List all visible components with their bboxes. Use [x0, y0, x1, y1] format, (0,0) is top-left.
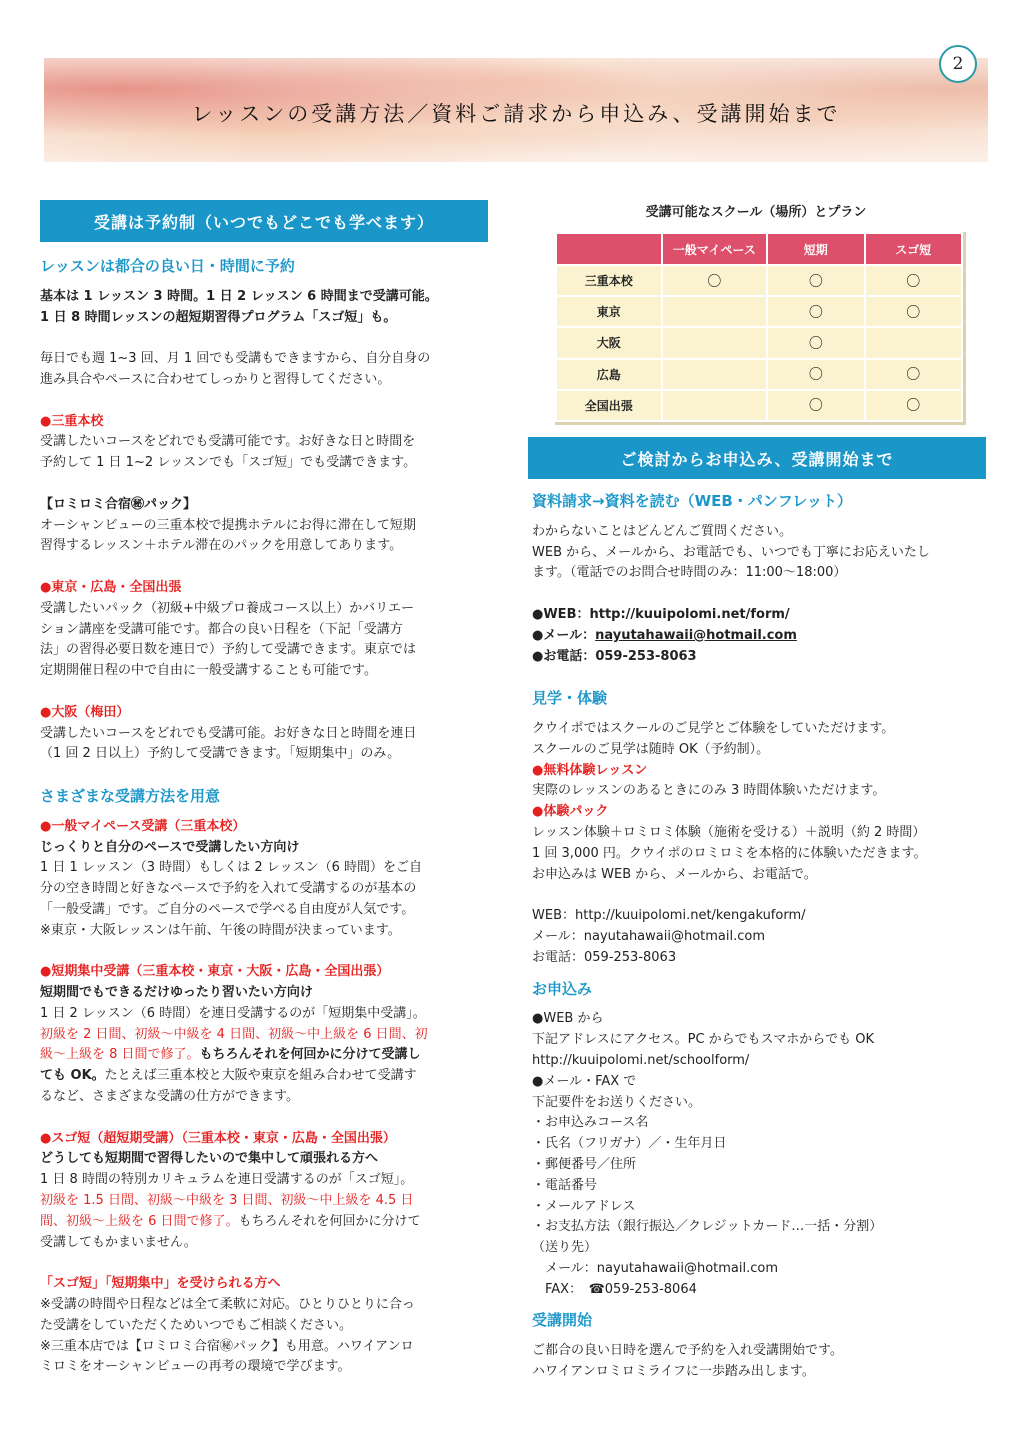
- table-row: [556, 359, 962, 390]
- table-row: [556, 390, 962, 421]
- plan-table-caption: 受講可能なスクール（場所）とプラン: [645, 205, 867, 220]
- mie-line-2: 予約して 1 日 1~2 レッスンでも「スゴ短」でも受講できます。: [40, 455, 417, 471]
- freq-line-2: 進み具合やペースに合わせてしっかりと習得してください。: [40, 371, 391, 387]
- methods-heading: さまざまな受講方法を用意: [40, 786, 221, 805]
- short-line-4: [40, 1066, 502, 1087]
- start-line-2: ハワイアンロミロミライフに一歩踏み出します。: [532, 1364, 815, 1380]
- apply-line-8: ・郵便番号／住所: [532, 1156, 637, 1172]
- visit-heading: 見学・体験: [532, 689, 608, 708]
- plan-row-label: 広島: [556, 359, 662, 390]
- basic-line-2: 1 日 8 時間レッスンの超短期習得プログラム「スゴ短」も。: [40, 309, 397, 325]
- short-line-5: るなど、さまざまな受講の仕方ができます。: [40, 1089, 299, 1105]
- docs-tel-line: ●お電話：059-253-8063: [532, 648, 697, 664]
- visit-mail: メール：nayutahawaii@hotmail.com: [532, 928, 766, 944]
- docs-line-2: WEB から、メールから、お電話でも、いつでも丁寧にお応えいたし: [532, 544, 930, 560]
- plan-row-label: 大阪: [556, 327, 662, 358]
- camp-line-1: オーシャンビューの三重本校で提携ホテルにお得に滞在して短期: [40, 517, 416, 533]
- reserve-heading: レッスンは都合の良い日・時間に予約: [40, 257, 295, 275]
- right-column: [532, 491, 988, 1383]
- plan-cell-short: 〇: [767, 390, 864, 421]
- tokyo-line-2: ション講座を受講可能です。都合の良い日程を（下記「受講方: [40, 621, 403, 637]
- visit-line-2: スクールのご見学は随時 OK（予約制）。: [532, 741, 770, 757]
- plan-cell-sugo: 〇: [865, 265, 962, 296]
- short-sub: 短期間でもできるだけゆったり習いたい方向け: [40, 985, 313, 1001]
- note-line-2: た受講をしていただくためいつでもご相談ください。: [40, 1317, 353, 1333]
- plan-row-label: 三重本校: [556, 265, 662, 296]
- docs-mail-label: ●メール：: [532, 627, 596, 643]
- general-line-3: 「一般受講」です。ご自分のペースで学べる自由度が人気です。: [40, 901, 415, 917]
- general-line-4: ※東京・大阪レッスンは午前、午後の時間が決まっています。: [40, 922, 401, 938]
- docs-web-link[interactable]: ●WEB：http://kuuipolomi.net/form/: [532, 606, 790, 622]
- plan-col-general: 一般マイペース: [662, 233, 768, 265]
- plan-table: [555, 232, 963, 422]
- tokyo-line-1: 受講したいパック（初級+中級プロ養成コース以上）かバリエー: [40, 600, 414, 616]
- sugo-line-2: 初級を 1.5 日間、初級～中級を 3 日間、初級～中上級を 4.5 日: [40, 1193, 414, 1209]
- mie-heading: ●三重本校: [40, 413, 104, 429]
- freq-line-1: 毎日でも週 1~3 回、月 1 回でも受講もできますから、自分自身の: [40, 351, 431, 367]
- osaka-line-1: 受講したいコースをどれでも受講可能。お好きな日と時間を連日: [40, 725, 417, 741]
- short-line-4a: ても OK。: [40, 1068, 105, 1084]
- plan-row-label: 全国出張: [556, 390, 662, 421]
- trial-pack-line-2: 1 回 3,000 円。クウイポのロミロミを本格的に体験いただきます。: [532, 845, 927, 861]
- plan-cell-general: [662, 327, 768, 358]
- apply-line-2: 下記アドレスにアクセス。PC からでもスマホからでも OK: [532, 1032, 875, 1048]
- osaka-line-2: （1 回 2 日以上）予約して受講できます。「短期集中」のみ。: [40, 746, 401, 762]
- docs-heading: 資料請求→資料を読む（WEB・パンフレット）: [532, 492, 853, 510]
- short-line-1: 1 日 2 レッスン（6 時間）を連日受講するのが「短期集中受講」。: [40, 1005, 426, 1021]
- osaka-heading: ●大阪（梅田）: [40, 704, 130, 720]
- camp-line-2: 習得するレッスン＋ホテル滞在のパックを用意してあります。: [40, 538, 403, 554]
- apply-line-7: ・氏名（フリガナ）／・生年月日: [532, 1136, 727, 1152]
- plan-cell-short: 〇: [767, 359, 864, 390]
- plan-cell-short: 〇: [767, 327, 864, 358]
- general-heading: ●一般マイペース受講（三重本校）: [40, 818, 246, 834]
- plan-corner-cell: [556, 233, 662, 265]
- page-title: レッスンの受講方法／資料ご請求から申込み、受講開始まで: [191, 102, 841, 126]
- table-row: [556, 296, 962, 327]
- apply-line-14: FAX： ☎059-253-8064: [532, 1281, 697, 1297]
- plan-col-short: 短期: [767, 233, 864, 265]
- short-heading: ●短期集中受講（三重本校・東京・大阪・広島・全国出張）: [40, 964, 390, 980]
- plan-cell-short: 〇: [767, 265, 864, 296]
- apply-line-9: ・電話番号: [532, 1177, 598, 1193]
- short-line-3: [40, 1045, 502, 1066]
- tokyo-heading: ●東京・広島・全国出張: [40, 579, 182, 595]
- docs-line-3: ます。（電話でのお問合せ時間のみ：11:00～18:00）: [532, 565, 847, 581]
- apply-heading: お申込み: [532, 979, 593, 998]
- plan-cell-short: 〇: [767, 296, 864, 327]
- apply-line-13: メール：nayutahawaii@hotmail.com: [532, 1260, 779, 1276]
- plan-cell-sugo: 〇: [865, 296, 962, 327]
- tokyo-line-3: 法」の習得必要日数を連日で）予約して受講できます。東京では: [40, 642, 416, 658]
- apply-line-12: （送り先）: [532, 1240, 598, 1256]
- short-line-3a: 級～上級を 8 日間で修了。: [40, 1047, 200, 1063]
- header-banner: [44, 58, 988, 162]
- apply-line-1: ●WEB から: [532, 1011, 604, 1027]
- note-line-3: ※三重本店では【ロミロミ合宿㊙パック】も用意。ハワイアンロ: [40, 1338, 414, 1354]
- sugo-line-1: 1 日 8 時間の特別カリキュラムを連日受講するのが「スゴ短」。: [40, 1172, 414, 1188]
- tokyo-line-4: 定期開催日程の中で自由に一般受講することも可能です。: [40, 663, 377, 679]
- apply-line-11: ・お支払方法（銀行振込／クレジットカード…一括・分割）: [532, 1219, 883, 1235]
- trial-pack-line-3: お申込みは WEB から、メールから、お電話で。: [532, 866, 817, 882]
- plan-cell-general: 〇: [662, 265, 768, 296]
- visit-line-1: クウイポではスクールのご見学とご体験をしていただけます。: [532, 720, 895, 736]
- short-line-2: 初級を 2 日間、初級～中級を 4 日間、初級～中上級を 6 日間、初: [40, 1026, 428, 1042]
- free-lesson-heading: ●無料体験レッスン: [532, 762, 648, 778]
- plan-cell-sugo: [865, 327, 962, 358]
- left-section-bar: 受講は予約制（いつでもどこでも学べます）: [40, 200, 488, 242]
- plan-cell-sugo: 〇: [865, 359, 962, 390]
- sugo-line-4: 受講してもかまいません。: [40, 1234, 197, 1250]
- note-line-4: ミロミをオーシャンビューの再考の環境で学びます。: [40, 1359, 351, 1375]
- plan-cell-general: [662, 390, 768, 421]
- trial-pack-heading: ●体験パック: [532, 804, 609, 820]
- plan-cell-general: [662, 359, 768, 390]
- plan-col-sugo: スゴ短: [865, 233, 962, 265]
- sugo-line-3: [40, 1212, 502, 1233]
- general-sub: じっくりと自分のペースで受講したい方向け: [40, 839, 300, 855]
- mie-line-1: 受講したいコースをどれでも受講可能です。お好きな日と時間を: [40, 434, 416, 450]
- start-heading: 受講開始: [532, 1311, 593, 1330]
- sugo-line-3a: 間、初級～上級を 6 日間で修了。: [40, 1213, 239, 1229]
- sugo-heading: ●スゴ短（超短期受講）（三重本校・東京・広島・全国出張）: [40, 1130, 396, 1146]
- visit-tel: お電話：059-253-8063: [532, 949, 677, 965]
- short-line-3b: もちろんそれを何回かに分けて受講し: [199, 1047, 421, 1063]
- docs-mail-line: [532, 626, 988, 647]
- sugo-line-3b: もちろんそれを何回かに分けて: [238, 1213, 421, 1229]
- docs-line-1: わからないことはどんどんご質問ください。: [532, 523, 793, 539]
- plan-cell-general: [662, 296, 768, 327]
- camp-heading: 【ロミロミ合宿㊙パック】: [40, 496, 197, 512]
- apply-line-4: ●メール・FAX で: [532, 1073, 637, 1089]
- plan-row-label: 東京: [556, 296, 662, 327]
- free-lesson-line-1: 実際のレッスンのあるときにのみ 3 時間体験いただけます。: [532, 783, 886, 799]
- table-row: [556, 265, 962, 296]
- general-line-1: 1 日 1 レッスン（3 時間）もしくは 2 レッスン（6 時間）をご自: [40, 860, 423, 876]
- basic-line-1: 基本は 1 レッスン 3 時間。1 日 2 レッスン 6 時間まで受講可能。: [40, 288, 438, 304]
- start-line-1: ご都合の良い日時を選んで予約を入れ受講開始です。: [532, 1343, 843, 1359]
- short-line-4b: たとえば三重本校と大阪や東京を組み合わせて受講す: [104, 1068, 417, 1084]
- apply-line-6: ・お申込みコース名: [532, 1115, 649, 1131]
- table-row: [556, 327, 962, 358]
- general-line-2: 分の空き時間と好きなペースで予約を入れて受講するのが基本の: [40, 881, 417, 897]
- sugo-sub: どうしても短期間で習得したいので集中して頑張れる方へ: [40, 1151, 379, 1167]
- apply-url-link[interactable]: http://kuuipolomi.net/schoolform/: [532, 1052, 750, 1068]
- left-column: [40, 256, 502, 1378]
- apply-line-10: ・メールアドレス: [532, 1198, 636, 1214]
- note-heading: 「スゴ短」「短期集中」を受けられる方へ: [40, 1276, 281, 1292]
- apply-line-5: 下記要件をお送りください。: [532, 1094, 702, 1110]
- visit-web-link[interactable]: WEB：http://kuuipolomi.net/kengakuform/: [532, 908, 806, 924]
- right-section-bar: ご検討からお申込み、受講開始まで: [528, 437, 986, 479]
- page-number: 2: [939, 45, 977, 83]
- trial-pack-line-1: レッスン体験＋ロミロミ体験（施術を受ける）＋説明（約 2 時間）: [532, 824, 926, 840]
- plan-table-header: [556, 233, 962, 265]
- docs-mail-link[interactable]: nayutahawaii@hotmail.com: [595, 627, 797, 643]
- plan-cell-sugo: 〇: [865, 390, 962, 421]
- note-line-1: ※受講の時間や日程などは全て柔軟に対応。ひとりひとりに合っ: [40, 1297, 415, 1313]
